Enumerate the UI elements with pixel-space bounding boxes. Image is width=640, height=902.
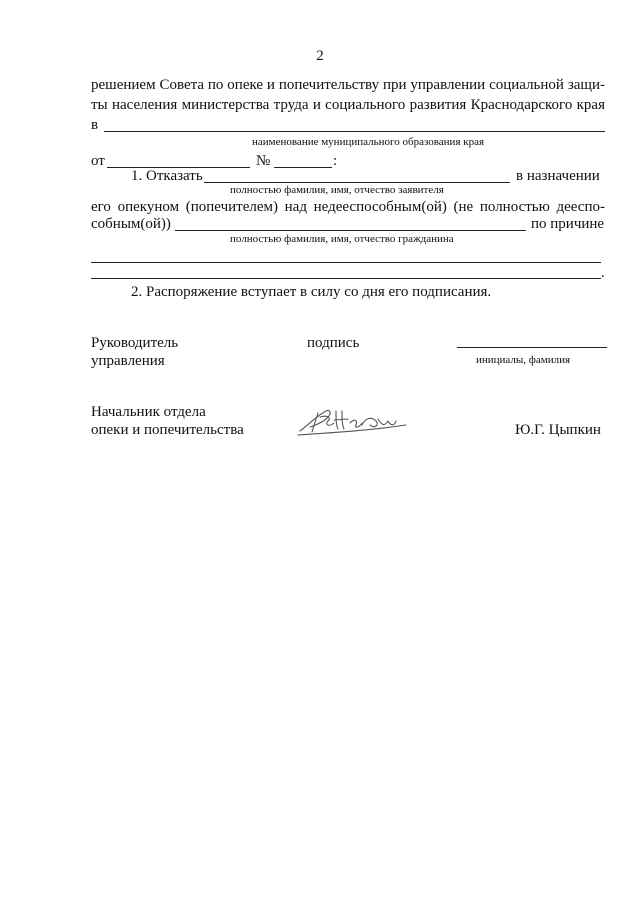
body-line-1: решением Совета по опеке и попечительству при управлении социальной защи- [91, 77, 605, 93]
item2: 2. Распоряжение вступает в силу со дня его подписания. [131, 284, 492, 300]
citizen-blank-line[interactable] [175, 230, 526, 231]
item1-suffix: в назначении [516, 168, 600, 184]
chief-name: Ю.Г. Цыпкин [515, 422, 601, 438]
sob-prefix: собным(ой)) [91, 216, 171, 232]
guardian-line: его опекуном (попечителем) над недееспособным(ой) (не полностью дееспо- [91, 199, 605, 215]
v-prefix: в [91, 117, 99, 133]
applicant-blank-line[interactable] [204, 182, 510, 183]
initials-blank-line[interactable] [457, 347, 607, 348]
head-title-line1: Руководитель [91, 335, 179, 351]
sign-label: подпись [307, 335, 360, 351]
ot-prefix: от [91, 153, 105, 169]
chief-title-line2: опеки и попечительства [91, 422, 244, 438]
chief-title-line1: Начальник отдела [91, 404, 206, 420]
page-number: 2 [316, 48, 324, 64]
handwritten-signature [296, 405, 412, 439]
colon: : [333, 153, 338, 169]
reason-blank-line-2[interactable] [91, 278, 601, 279]
caption-citizen: полностью фамилия, имя, отчество гражданина [230, 233, 454, 245]
reason-blank-line-1[interactable] [91, 262, 601, 263]
sob-suffix: по причине [531, 216, 605, 232]
item1-prefix: 1. Отказать [131, 168, 203, 184]
number-sign: № [256, 153, 271, 169]
reason-period: . [601, 265, 605, 281]
body-line-2: ты населения министерства труда и социального развития Краснодарского края [91, 97, 605, 113]
number-blank-line[interactable] [274, 167, 332, 168]
municipal-blank-line[interactable] [104, 131, 605, 132]
initials-caption: инициалы, фамилия [476, 354, 571, 366]
caption-applicant: полностью фамилия, имя, отчество заявителя [230, 184, 444, 196]
caption-municipal: наименование муниципального образования края [252, 136, 485, 148]
head-title-line2: управления [91, 353, 165, 369]
